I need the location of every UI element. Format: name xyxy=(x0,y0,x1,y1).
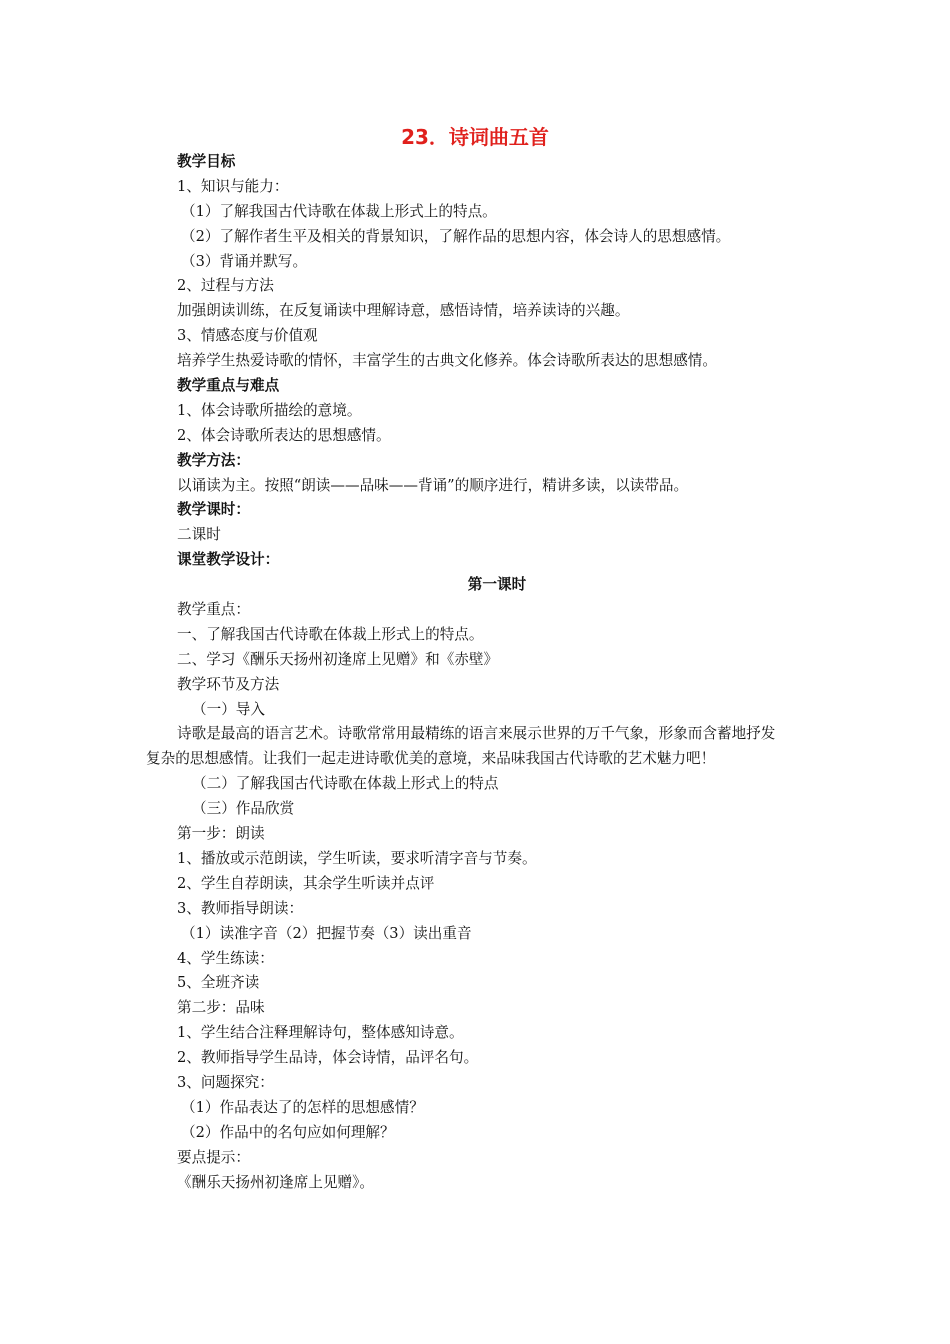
text-line: 二、学习《酬乐天扬州初逢席上见赠》和《赤壁》 xyxy=(177,650,499,668)
section-heading: 教学课时： xyxy=(177,501,250,519)
text-line: 3、情感态度与价值观 xyxy=(177,327,318,345)
text-line: 3、问题探究： xyxy=(177,1073,274,1091)
text-line: 第二步：品味 xyxy=(177,999,265,1017)
text-line: 5、全班齐读 xyxy=(177,974,260,992)
text-line: （1）读准字音（2）把握节奏（3）读出重音 xyxy=(181,924,472,942)
section-heading: 教学目标 xyxy=(177,153,236,170)
text-line: 2、教师指导学生品诗，体会诗情，品评名句。 xyxy=(177,1049,479,1067)
text-line: （1）了解我国古代诗歌在体裁上形式上的特点。 xyxy=(181,202,497,220)
text-line: 加强朗读训练，在反复诵读中理解诗意，感悟诗情，培养读诗的兴趣。 xyxy=(177,302,630,320)
text-line: 一、了解我国古代诗歌在体裁上形式上的特点。 xyxy=(177,625,484,643)
text-line: 培养学生热爱诗歌的情怀，丰富学生的古典文化修养。体会诗歌所表达的思想感情。 xyxy=(177,352,717,370)
text-line: 1、知识与能力： xyxy=(177,177,289,195)
text-line: 以诵读为主。按照“朗读——品味——背诵”的顺序进行，精讲多读，以读带品。 xyxy=(177,476,689,494)
section-heading: 课堂教学设计： xyxy=(177,551,280,569)
text-line: （一）导入 xyxy=(192,700,265,718)
text-line: 要点提示： xyxy=(177,1148,250,1166)
text-line: （2）了解作者生平及相关的背景知识，了解作品的思想内容，体会诗人的思想感情。 xyxy=(181,227,731,245)
text-line: 2、体会诗歌所表达的思想感情。 xyxy=(177,426,391,444)
text-line: 二课时 xyxy=(177,526,221,544)
text-line: （1）作品表达了的怎样的思想感情？ xyxy=(181,1098,424,1116)
page-title: 23．诗词曲五首 xyxy=(401,125,549,149)
text-line: 《酬乐天扬州初逢席上见赠》。 xyxy=(177,1173,375,1191)
text-line: 2、过程与方法 xyxy=(177,277,274,295)
intro-paragraph: 诗歌是最高的语言艺术。诗歌常常用最精练的语言来展示世界的万千气象，形象而含蓄地抒发复杂的思想感情。让我们一起走进诗歌优美的意境，来品味我国古代诗歌的艺术魅力吧！ xyxy=(146,725,776,768)
text-line: 2、学生自荐朗读，其余学生听读并点评 xyxy=(177,874,435,892)
text-line: 1、播放或示范朗读，学生听读，要求听清字音与节奏。 xyxy=(177,849,537,867)
text-line: （三）作品欣赏 xyxy=(192,800,295,818)
subsection-heading: 第一课时 xyxy=(467,576,527,594)
text-line: 3、教师指导朗读： xyxy=(177,899,304,917)
text-line: 教学重点： xyxy=(177,601,250,619)
section-heading: 教学重点与难点 xyxy=(177,377,280,395)
section-heading: 教学方法： xyxy=(177,451,250,469)
text-line: 4、学生练读： xyxy=(177,949,274,967)
text-line: （3）背诵并默写。 xyxy=(181,252,308,270)
document-body xyxy=(146,150,817,1195)
text-line: 1、体会诗歌所描绘的意境。 xyxy=(177,401,362,419)
text-line: 第一步：朗读 xyxy=(177,825,265,843)
text-line: （二）了解我国古代诗歌在体裁上形式上的特点 xyxy=(192,775,499,793)
text-line: 教学环节及方法 xyxy=(177,675,280,693)
text-line: （2）作品中的名句应如何理解？ xyxy=(181,1123,395,1141)
text-line: 1、学生结合注释理解诗句，整体感知诗意。 xyxy=(177,1024,464,1042)
